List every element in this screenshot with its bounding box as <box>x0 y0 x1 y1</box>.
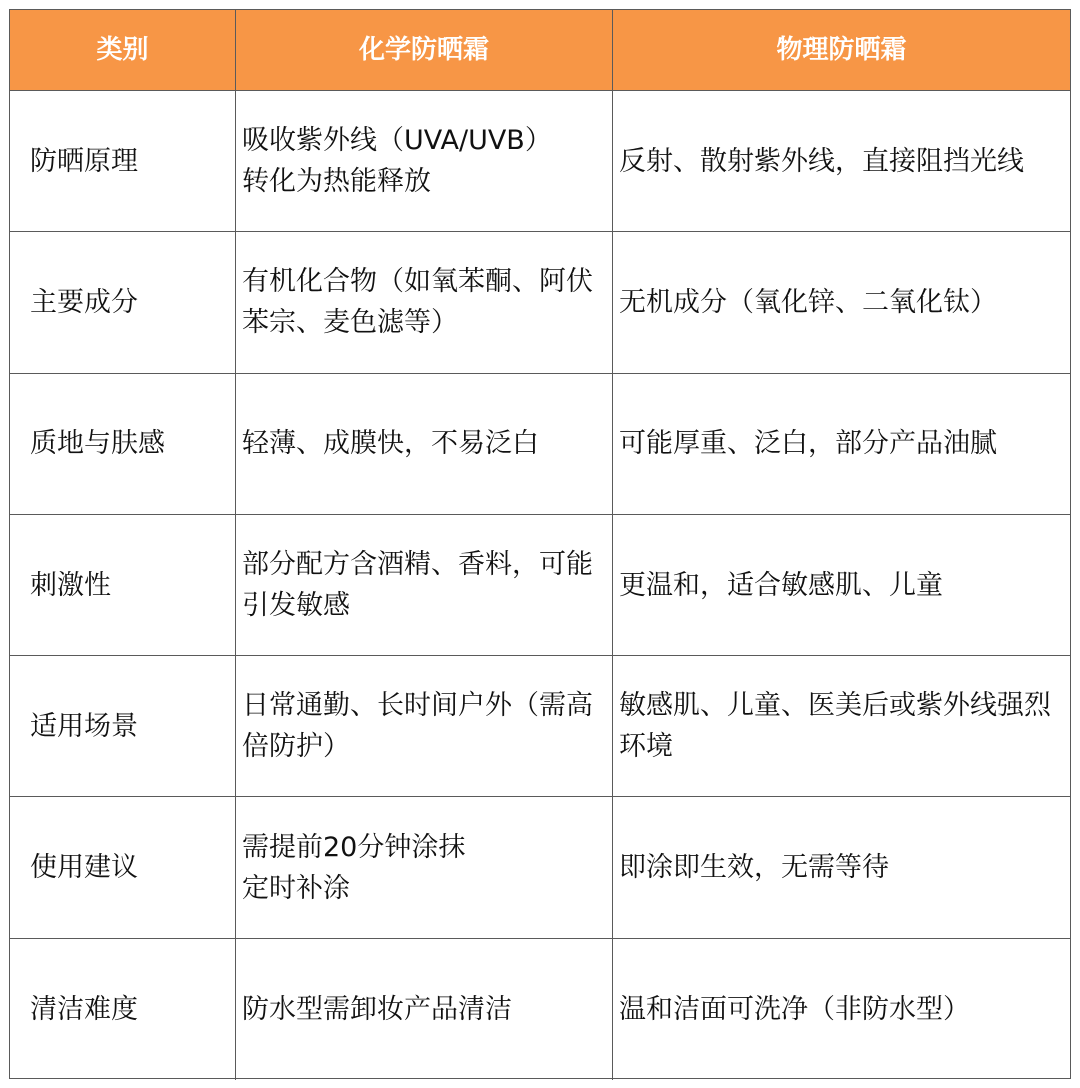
row-6-chemical-text: 需提前20分钟涂抹 定时补涂 <box>242 831 466 904</box>
row-4-category <box>10 515 236 656</box>
row-2-category-text: 主要成分 <box>30 286 138 318</box>
row-6-physical <box>613 797 1070 938</box>
row-4-category-text: 刺激性 <box>30 569 111 601</box>
row-2-physical-text: 无机成分（氧化锌、二氧化钛） <box>619 286 997 318</box>
row-7-category-text: 清洁难度 <box>30 993 138 1025</box>
header-chemical <box>236 10 613 91</box>
row-7-chemical-text: 防水型需卸妆产品清洁 <box>242 993 512 1025</box>
header-category-label: 类别 <box>96 34 149 65</box>
row-5-physical <box>613 656 1070 797</box>
row-2-chemical-text: 有机化合物（如氧苯酮、阿伏苯宗、麦色滤等） <box>242 266 593 339</box>
row-3-category <box>10 374 236 515</box>
row-7-physical-text: 温和洁面可洗净（非防水型） <box>619 993 970 1025</box>
row-1-category-text: 防晒原理 <box>30 145 138 177</box>
comparison-table <box>9 9 1071 1079</box>
row-5-category <box>10 656 236 797</box>
row-1-category <box>10 91 236 232</box>
row-1-physical-text: 反射、散射紫外线，直接阻挡光线 <box>619 145 1024 177</box>
row-6-chemical <box>236 797 613 938</box>
row-3-physical-text: 可能厚重、泛白，部分产品油腻 <box>619 428 997 460</box>
row-6-category <box>10 797 236 938</box>
row-2-chemical <box>236 232 613 373</box>
row-1-physical <box>613 91 1070 232</box>
row-3-chemical-text: 轻薄、成膜快，不易泛白 <box>242 428 539 460</box>
row-5-category-text: 适用场景 <box>30 710 138 742</box>
row-4-physical <box>613 515 1070 656</box>
row-4-chemical-text: 部分配方含酒精、香料，可能引发敏感 <box>242 549 593 622</box>
row-2-category <box>10 232 236 373</box>
row-6-physical-text: 即涂即生效，无需等待 <box>619 852 889 884</box>
row-7-category <box>10 939 236 1080</box>
row-2-physical <box>613 232 1070 373</box>
row-5-physical-text: 敏感肌、儿童、医美后或紫外线强烈环境 <box>619 690 1051 763</box>
row-4-chemical <box>236 515 613 656</box>
row-1-chemical-text: 吸收紫外线（UVA/UVB） 转化为热能释放 <box>242 125 552 198</box>
row-7-chemical <box>236 939 613 1080</box>
row-1-chemical <box>236 91 613 232</box>
header-physical <box>613 10 1070 91</box>
row-6-category-text: 使用建议 <box>30 852 138 884</box>
row-7-physical <box>613 939 1070 1080</box>
row-4-physical-text: 更温和，适合敏感肌、儿童 <box>619 569 943 601</box>
row-3-category-text: 质地与肤感 <box>30 428 165 460</box>
header-chemical-label: 化学防晒霜 <box>358 34 489 65</box>
row-3-physical <box>613 374 1070 515</box>
row-3-chemical <box>236 374 613 515</box>
row-5-chemical-text: 日常通勤、长时间户外（需高倍防护） <box>242 690 593 763</box>
header-category <box>10 10 236 91</box>
row-5-chemical <box>236 656 613 797</box>
header-physical-label: 物理防晒霜 <box>776 34 907 65</box>
